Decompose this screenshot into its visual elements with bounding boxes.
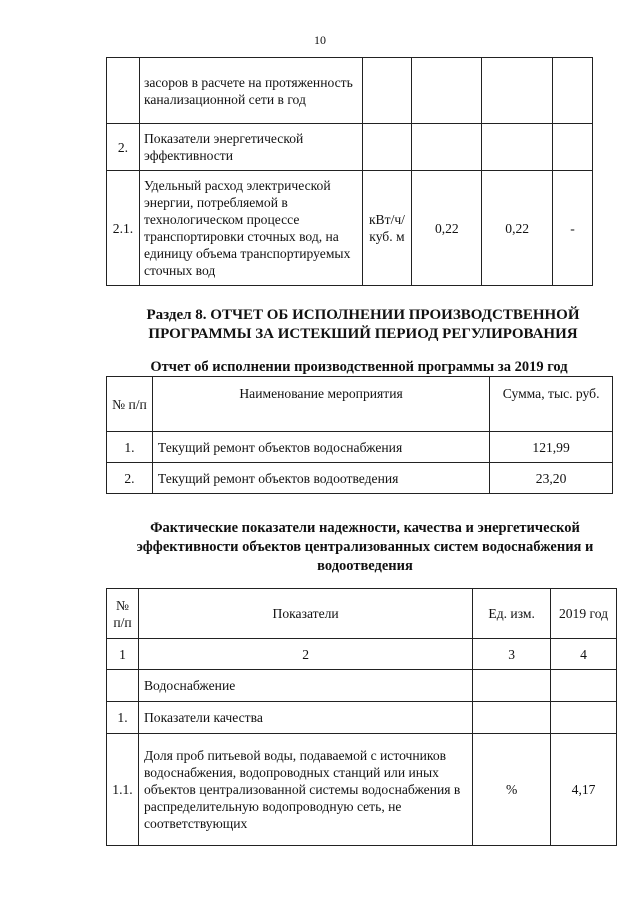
table-row (107, 432, 613, 463)
value-cell (551, 670, 617, 702)
indicators-title: Фактические показатели надежности, качества и энергетической эффективности объектов централизованных систем водоснабжения и водоотведения (136, 520, 594, 574)
header-name: Показатели (138, 589, 472, 639)
indicator-name: Показатели энергетической эффективности (139, 124, 362, 171)
row-number: 2. (107, 124, 140, 171)
table-index-row (107, 639, 617, 670)
indicator-name: Показатели качества (138, 702, 472, 734)
activity-name: Текущий ремонт объектов водоотведения (152, 463, 489, 494)
header-name: Наименование мероприятия (152, 377, 489, 432)
value-cell (412, 58, 482, 124)
row-number: 1.1. (107, 734, 139, 846)
table-row (107, 702, 617, 734)
value-cell (553, 124, 593, 171)
unit-cell: % (473, 734, 551, 846)
table-header-row (107, 377, 613, 432)
table-actual-indicators (106, 588, 617, 846)
row-number: 2. (107, 463, 153, 494)
value-cell (412, 124, 482, 171)
section-heading-line1: Раздел 8. ОТЧЕТ ОБ ИСПОЛНЕНИИ ПРОИЗВОДСТВЕННОЙ (146, 307, 580, 323)
value-cell: 4,17 (551, 734, 617, 846)
index-cell: 3 (473, 639, 551, 670)
row-number (107, 670, 139, 702)
value-cell: 0,22 (482, 171, 553, 286)
report-title: Отчет об исполнении производственной программы за 2019 год (150, 359, 568, 375)
header-unit: Ед. изм. (473, 589, 551, 639)
value-cell: 0,22 (412, 171, 482, 286)
value-cell (553, 58, 593, 124)
header-num: № п/п (107, 589, 139, 639)
header-year: 2019 год (551, 589, 617, 639)
index-cell: 1 (107, 639, 139, 670)
header-sum: Сумма, тыс. руб. (490, 377, 613, 432)
unit-cell (473, 702, 551, 734)
row-number: 2.1. (107, 171, 140, 286)
value-cell (482, 58, 553, 124)
unit-cell: кВт/ч/куб. м (362, 171, 412, 286)
table-program-report (106, 376, 613, 494)
table-row (107, 124, 593, 171)
indicator-name: Удельный расход электрической энергии, потребляемой в технологическом процессе транспортировки сточных вод, на единицу объема транспортируемых сточных вод (139, 171, 362, 286)
table-row (107, 58, 593, 124)
row-number: 1. (107, 432, 153, 463)
unit-cell (473, 670, 551, 702)
value-cell (551, 702, 617, 734)
index-cell: 4 (551, 639, 617, 670)
indicator-name: Доля проб питьевой воды, подаваемой с источников водоснабжения, водопроводных станций или иных объектов централизованной системы водоснабжения в распределительную водопроводную сеть, не соответствующих (138, 734, 472, 846)
header-num: № п/п (107, 377, 153, 432)
table-row (107, 463, 613, 494)
indicator-name: Водоснабжение (138, 670, 472, 702)
unit-cell (362, 124, 412, 171)
activity-name: Текущий ремонт объектов водоснабжения (152, 432, 489, 463)
sum-cell: 23,20 (490, 463, 613, 494)
indicator-name: засоров в расчете на протяженность канализационной сети в год (139, 58, 362, 124)
section-heading-line2: ПРОГРАММЫ ЗА ИСТЕКШИЙ ПЕРИОД РЕГУЛИРОВАНИЯ (148, 326, 578, 342)
page-number: 10 (314, 33, 326, 47)
section-heading (0, 306, 640, 344)
row-number: 1. (107, 702, 139, 734)
index-cell: 2 (138, 639, 472, 670)
row-number (107, 58, 140, 124)
table-row (107, 734, 617, 846)
value-cell (482, 124, 553, 171)
sum-cell: 121,99 (490, 432, 613, 463)
table-row (107, 670, 617, 702)
table-header-row (107, 589, 617, 639)
table-row (107, 171, 593, 286)
unit-cell (362, 58, 412, 124)
table-indicators-continued (106, 57, 593, 286)
value-cell: - (553, 171, 593, 286)
